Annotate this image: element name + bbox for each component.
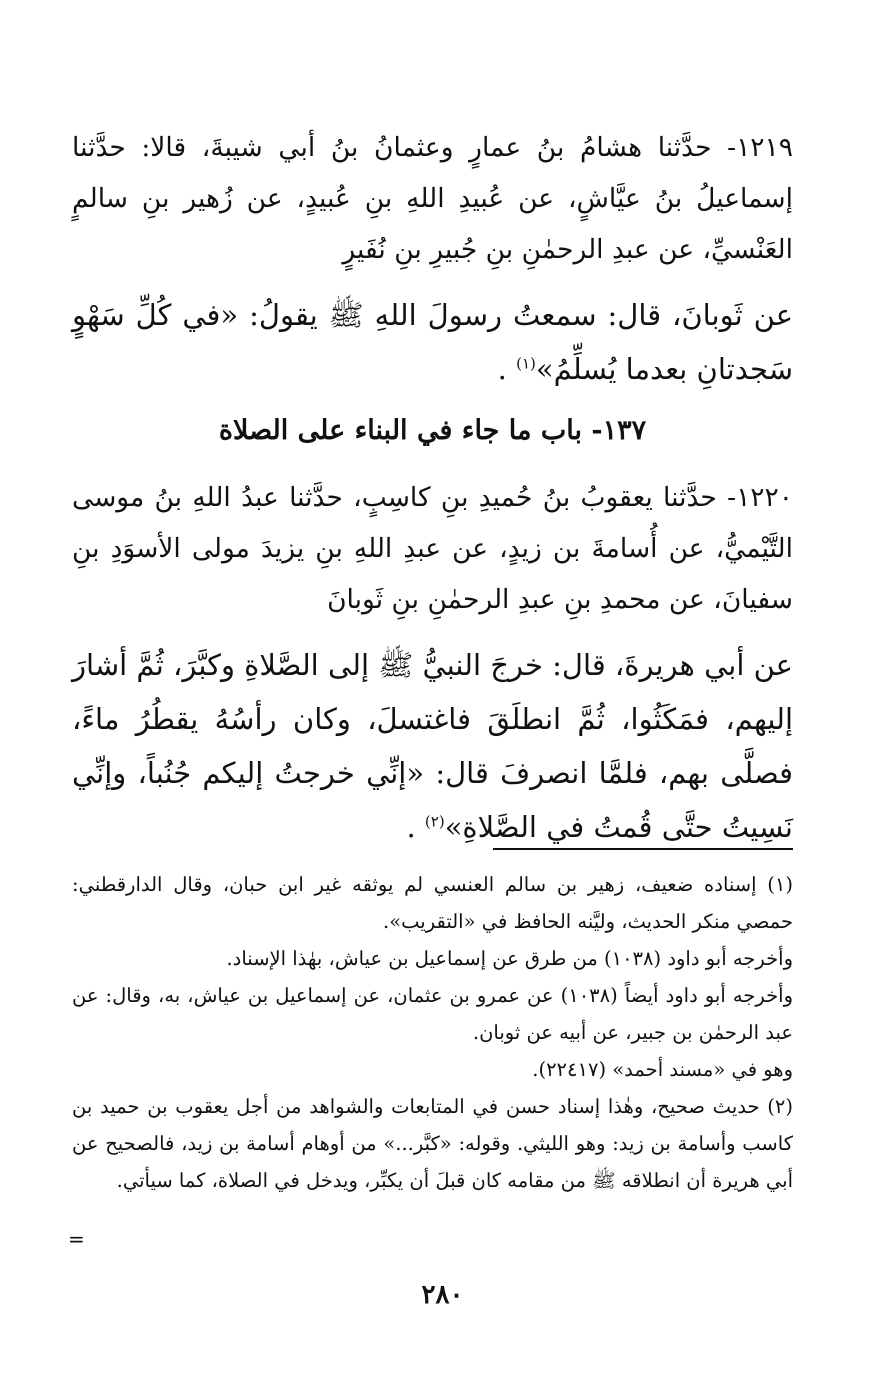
footnote-1-musnad: وهو في «مسند أحمد» (٢٢٤١٧). <box>532 1058 793 1081</box>
footnote-1-abu-dawud: وأخرجه أبو داود (١٠٣٨) من طرق عن إسماعيل بن عياش، بهٰذا الإسناد. <box>226 947 793 970</box>
footnotes <box>72 866 793 1199</box>
footnote-ref-2: (٢) <box>424 812 445 831</box>
hadith-1219-matn-text: عن ثَوبانَ، قال: سمعتُ رسولَ اللهِ ﷺ يقولُ: «في كُلِّ سَهْوٍ سَجدتانِ بعدما يُسلِّمُ» <box>72 298 793 386</box>
chapter-heading: ١٣٧- باب ما جاء في البناء على الصلاة <box>218 415 647 446</box>
hadith-1220-matn <box>72 638 793 854</box>
hadith-1220-isnad: ١٢٢٠- حدَّثنا يعقوبُ بنُ حُميدِ بنِ كاسِبٍ، حدَّثنا عبدُ اللهِ بنُ موسى التَّيْميُّ، عن أُسامةَ بن زيدٍ، عن عبدِ اللهِ بنِ يزيدَ مولى الأسوَدِ بنِ سفيانَ، عن محمدِ بنِ عبدِ الرحمٰنِ بنِ ثَوبانَ <box>72 482 793 615</box>
hadith-1220-end: . <box>406 810 425 844</box>
hadith-1220-matn-text: عن أبي هريرةَ، قال: خرجَ النبيُّ ﷺ إلى الصَّلاةِ وكبَّرَ، ثُمَّ أشارَ إليهم، فمَكَثُوا، ثُمَّ انطلَقَ فاغتسلَ، وكان رأسُهُ يقطُرُ ماءً، فصلَّى بهم، فلمَّا انصرفَ قال: «إنِّي خرجتُ إليكم جُنُباً، وإنِّي نَسِيتُ حتَّى قُمتُ في الصَّلاةِ» <box>72 648 793 844</box>
footnote-ref-1: (١) <box>516 354 536 373</box>
footnote-divider <box>493 848 793 850</box>
footnote-1: (١) إسناده ضعيف، زهير بن سالم العنسي لم يوثقه غير ابن حبان، وقال الدارقطني: حمصي منكر الحديث، وليَّنه الحافظ في «التقريب». <box>72 873 793 933</box>
hadith-1219-end: . <box>497 352 517 386</box>
hadith-1219-matn <box>72 288 793 396</box>
page-number: ٢٨٠ <box>421 1280 464 1310</box>
footnote-1-abu-dawud-2: وأخرجه أبو داود أيضاً (١٠٣٨) عن عمرو بن عثمان، عن إسماعيل بن عياش، به، وقال: عن عبد الرحمٰن بن جبير، عن أبيه عن ثوبان. <box>72 984 793 1044</box>
footnote-2: (٢) حديث صحيح، وهٰذا إسناد حسن في المتابعات والشواهد من أجل يعقوب بن حميد بن كاسب وأسامة بن زيد: وهو الليثي. وقوله: «كبَّر...» من أوهام أسامة بن زيد، فالصحيح عن أبي هريرة أن انطلاقه ﷺ من مقامه كان قبلَ أن يكبِّر، ويدخل في الصلاة، كما سيأتي. <box>72 1095 793 1192</box>
main-text <box>72 122 793 866</box>
continuation-mark: = <box>68 1227 85 1251</box>
hadith-1219-isnad: ١٢١٩- حدَّثنا هشامُ بنُ عمارٍ وعثمانُ بنُ أبي شيبةَ، قالا: حدَّثنا إسماعيلُ بنُ عيَّاشٍ، عن عُبيدِ اللهِ بنِ عُبيدٍ، عن زُهير بنِ سالمٍ العَنْسيِّ، عن عبدِ الرحمٰنِ بنِ جُبيرِ بنِ نُفَيرٍ <box>72 132 793 265</box>
